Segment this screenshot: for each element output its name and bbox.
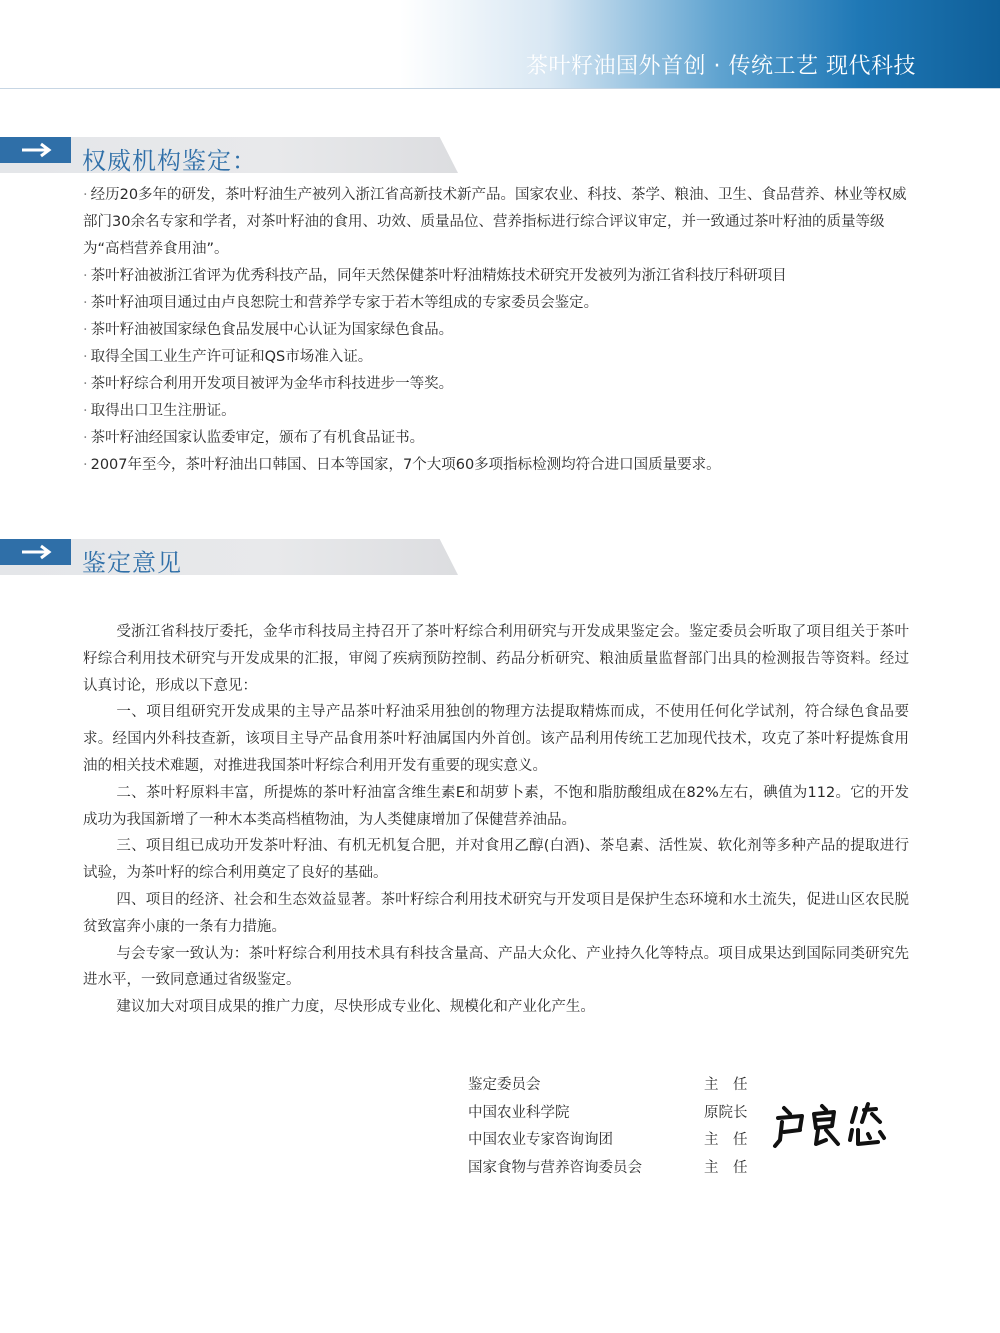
opinion-paragraph: 与会专家一致认为：茶叶籽综合利用技术具有科技含量高、产品大众化、产业持久化等特点。项目成果达到国际同类研究先进水平，一致同意通过省级鉴定。	[83, 945, 909, 989]
header-banner	[0, 0, 1000, 88]
list-item: · 茶叶籽油项目通过由卢良恕院士和营养学专家于若木等组成的专家委员会鉴定。	[83, 295, 599, 311]
section-header-authority	[0, 137, 460, 173]
list-item: · 取得全国工业生产许可证和QS市场准入证。	[83, 349, 373, 365]
section-header-opinion	[0, 539, 460, 575]
signatory-org: 国家食物与营养咨询委员会	[468, 1159, 642, 1176]
opinion-body	[83, 619, 909, 1021]
opinion-paragraph: 建议加大对项目成果的推广力度，尽快形成专业化、规模化和产业化产生。	[116, 999, 595, 1016]
signatory-row	[468, 1155, 768, 1183]
section-title-opinion: 鉴定意见	[82, 549, 182, 577]
signatory-role: 主 任	[704, 1132, 748, 1148]
list-item: · 茶叶籽油经国家认监委审定，颁布了有机食品证书。	[83, 430, 425, 446]
signatory-org: 中国农业专家咨询询团	[468, 1132, 613, 1148]
opinion-paragraph: 四、项目的经济、社会和生态效益显著。茶叶籽综合利用技术研究与开发项目是保护生态环境和水土流失，促进山区农民脱贫致富奔小康的一条有力措施。	[83, 891, 909, 935]
header-divider	[0, 88, 1000, 89]
authority-list	[83, 182, 913, 479]
opinion-paragraph: 受浙江省科技厅委托，金华市科技局主持召开了茶叶籽综合利用研究与开发成果鉴定会。鉴定委员会听取了项目组关于茶叶籽综合利用技术研究与开发成果的汇报，审阅了疾病预防控制、药品分析研究、粮油质量监督部门出具的检测报告等资料。经过认真讨论，形成以下意见：	[83, 624, 909, 694]
arrow-right-icon	[0, 539, 71, 565]
list-item: · 经历20多年的研发，茶叶籽油生产被列入浙江省高新技术新产品。国家农业、科技、茶学、粮油、卫生、食品营养、林业等权威部门30余名专家和学者，对茶叶籽油的食用、功效、质量品位、营养指标进行综合评议审定，并一致通过茶叶籽油的质量等级为“高档营养食用油”。	[83, 187, 907, 257]
signatory-row	[468, 1072, 768, 1100]
list-item: · 茶叶籽油被国家绿色食品发展中心认证为国家绿色食品。	[83, 322, 454, 338]
list-item: · 取得出口卫生注册证。	[83, 403, 236, 419]
signatory-org: 鉴定委员会	[468, 1077, 541, 1093]
list-item: · 茶叶籽油被浙江省评为优秀科技产品，同年天然保健茶叶籽油精炼技术研究开发被列为浙江省科技厅科研项目	[83, 268, 787, 284]
opinion-paragraph: 三、项目组已成功开发茶叶籽油、有机无机复合肥，并对食用乙醇(白酒)、茶皂素、活性炭、软化剂等多种产品的提取进行试验，为茶叶籽的综合利用奠定了良好的基础。	[83, 838, 909, 882]
list-item: · 茶叶籽综合利用开发项目被评为金华市科技进步一等奖。	[83, 376, 454, 392]
arrow-right-icon	[0, 137, 71, 163]
signatory-role: 主 任	[704, 1077, 748, 1093]
handwritten-signature	[772, 1100, 892, 1152]
opinion-paragraph: 一、项目组研究开发成果的主导产品茶叶籽油采用独创的物理方法提取精炼而成，不使用任何化学试剂，符合绿色食品要求。经国内外科技查新，该项目主导产品食用茶叶籽油属国内外首创。该产品利用传统工艺加现代技术，攻克了茶叶籽提炼食用油的相关技术难题，对推进我国茶叶籽综合利用开发有重要的现实意义。	[83, 704, 909, 774]
signatory-org: 中国农业科学院	[468, 1104, 570, 1121]
list-item: · 2007年至今，茶叶籽油出口韩国、日本等国家，7个大项60多项指标检测均符合进口国质量要求。	[83, 457, 721, 473]
signatory-role: 原院长	[704, 1104, 748, 1121]
header-title: 茶叶籽油国外首创 · 传统工艺 现代科技	[526, 54, 916, 79]
section-title-authority: 权威机构鉴定：	[82, 147, 257, 175]
signatory-role: 主 任	[704, 1159, 748, 1176]
signatory-row	[468, 1100, 768, 1128]
opinion-paragraph: 二、茶叶籽原料丰富，所提炼的茶叶籽油富含维生素E和胡萝卜素，不饱和脂肪酸组成在82%左右，碘值为112。它的开发成功为我国新增了一种木本类高档植物油，为人类健康增加了保健营养油品。	[83, 784, 909, 828]
signatory-row	[468, 1127, 768, 1155]
signatory-block	[468, 1072, 768, 1182]
